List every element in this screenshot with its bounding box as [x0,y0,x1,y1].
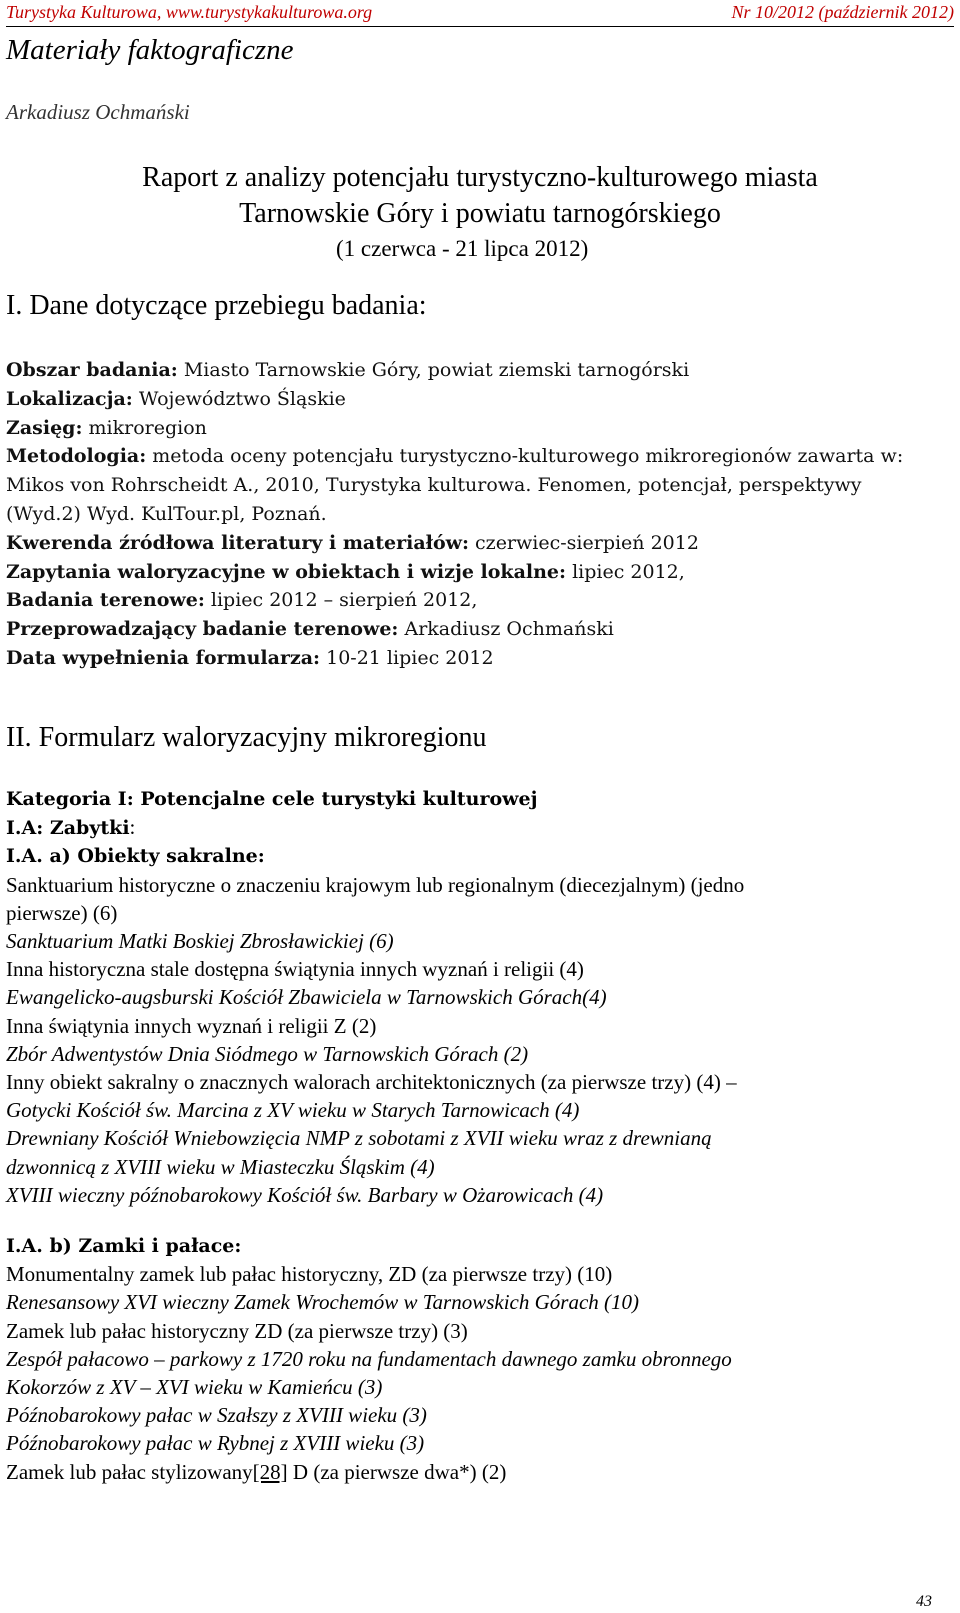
sakralne-object: Gotycki Kościół św. Marcina z XV wieku w Starych Tarnowicach (4) [6,1098,580,1123]
meta-value: metoda oceny potencjału turystyczno-kulturowego mikroregionów zawarta w: [146,445,904,468]
category-block [6,785,946,1209]
report-title [0,160,960,232]
sakralne-object: Sanktuarium Matki Boskiej Zbrosławickiej (6) [6,929,394,954]
meta-value: Województwo Śląskie [132,387,346,410]
issue-number: Nr 10/2012 (październik 2012) [731,2,954,22]
footnote-link[interactable]: [28] [252,1459,288,1484]
meta-value: Arkadiusz Ochmański [398,618,614,641]
meta-data [6,644,946,673]
zamki-block [6,1232,946,1486]
meta-value: mikroregion [82,416,207,439]
category-title: Kategoria I: Potencjalne cele turystyki kulturowej [6,788,538,810]
meta-label: Data wypełnienia formularza: [6,646,321,669]
meta-label: Obszar badania: [6,359,178,381]
zamki-line-last [6,1458,946,1486]
sakralne-object: dzwonnicą z XVIII wieku w Miasteczku Śląskim (4) [6,1154,435,1179]
zamki-object: Zespół pałacowo – parkowy z 1720 roku na fundamentach dawnego zamku obronnego [6,1346,732,1371]
meta-label: Kwerenda źródłowa literatury i materiałów: [6,531,469,554]
sakralne-line: Inny obiekt sakralny o znacznych walorach architektonicznych (za pierwsze trzy) (4) – [6,1070,737,1095]
meta-metodologia-line-2: Mikos von Rohrscheidt A., 2010, Turystyka kulturowa. Fenomen, potencjał, perspektywy [6,474,862,497]
ia-colon: : [129,815,136,840]
sakralne-line: pierwsze) (6) [6,900,118,925]
meta-label: Metodologia: [6,445,147,468]
sakralne-object: Ewangelicko-augsburski Kościół Zbawiciela w Tarnowskich Górach(4) [6,985,607,1010]
zamki-line: Monumentalny zamek lub pałac historyczny, ZD (za pierwsze trzy) (10) [6,1262,613,1287]
zamki-text: Zamek lub pałac stylizowany [6,1459,253,1484]
zamki-object: Późnobarokowy pałac w Szałszy z XVIII wieku (3) [6,1403,427,1428]
zamki-line: Zamek lub pałac historyczny ZD (za pierwsze trzy) (3) [6,1318,468,1343]
heading-valuation-form: II. Formularz waloryzacyjny mikroregionu [6,722,487,753]
sakralne-object: Zbór Adwentystów Dnia Siódmego w Tarnowskich Górach (2) [6,1041,529,1066]
meta-zapytania [6,558,946,587]
meta-value: lipiec 2012 – sierpień 2012, [204,589,478,612]
ia-heading [6,813,946,842]
zamki-heading: I.A. b) Zamki i pałace: [6,1235,242,1257]
report-dates: (1 czerwca - 21 lipca 2012) [336,236,589,261]
page-number: 43 [916,1593,932,1610]
journal-name: Turystyka Kulturowa, www.turystykakulturowa.org [6,2,373,22]
meta-przeprowadzajacy [6,615,946,644]
zamki-object: Kokorzów z XV – XVI wieku w Kamieńcu (3) [6,1375,383,1400]
meta-value: czerwiec-sierpień 2012 [469,531,699,554]
meta-label: Lokalizacja: [6,387,133,410]
meta-metodologia [6,442,946,471]
author-name: Arkadiusz Ochmański [6,100,190,124]
meta-obszar [6,356,946,385]
meta-metodologia-line-3: (Wyd.2) Wyd. KulTour.pl, Poznań. [6,502,327,525]
sakralne-line: Inna świątynia innych wyznań i religii Z (2) [6,1013,377,1038]
sakralne-line: Inna historyczna stale dostępna świątynia innych wyznań i religii (4) [6,957,584,982]
sakralne-object: XVIII wieczny późnobarokowy Kościół św. Barbary w Ożarowicach (4) [6,1182,604,1207]
ia-label: I.A: Zabytki [6,817,130,840]
sakralne-object: Drewniany Kościół Wniebowzięcia NMP z sobotami z XVII wieku wraz z drewnianą [6,1126,712,1151]
zamki-object: Renesansowy XVI wieczny Zamek Wrochemów w Tarnowskich Górach (10) [6,1290,640,1315]
report-title-line-1: Raport z analizy potencjału turystyczno-kulturowego miasta [142,162,818,193]
meta-label: Zapytania waloryzacyjne w obiektach i wizje lokalne: [6,560,567,583]
sakralne-line: Sanktuarium historyczne o znaczeniu krajowym lub regionalnym (diecezjalnym) (jedno [6,872,745,897]
heading-study-data: I. Dane dotyczące przebiegu badania: [6,290,427,321]
study-metadata [6,356,946,673]
meta-value: Miasto Tarnowskie Góry, powiat ziemski tarnogórski [177,359,690,381]
zamki-object: Późnobarokowy pałac w Rybnej z XVIII wieku (3) [6,1431,425,1456]
running-header [6,0,954,27]
ia-a-heading: I.A. a) Obiekty sakralne: [6,845,265,868]
meta-label: Badania terenowe: [6,589,205,612]
meta-label: Zasięg: [6,416,83,439]
meta-kwerenda [6,529,946,558]
zamki-text: D (za pierwsze dwa*) (2) [287,1459,507,1484]
meta-lokalizacja [6,385,946,414]
meta-value: lipiec 2012, [566,560,685,583]
report-title-line-2: Tarnowskie Góry i powiatu tarnogórskiego [239,198,721,229]
meta-value: 10-21 lipiec 2012 [320,646,494,669]
section-title: Materiały faktograficzne [6,34,294,66]
meta-zasieg [6,414,946,443]
meta-badania [6,586,946,615]
meta-label: Przeprowadzający badanie terenowe: [6,618,399,641]
